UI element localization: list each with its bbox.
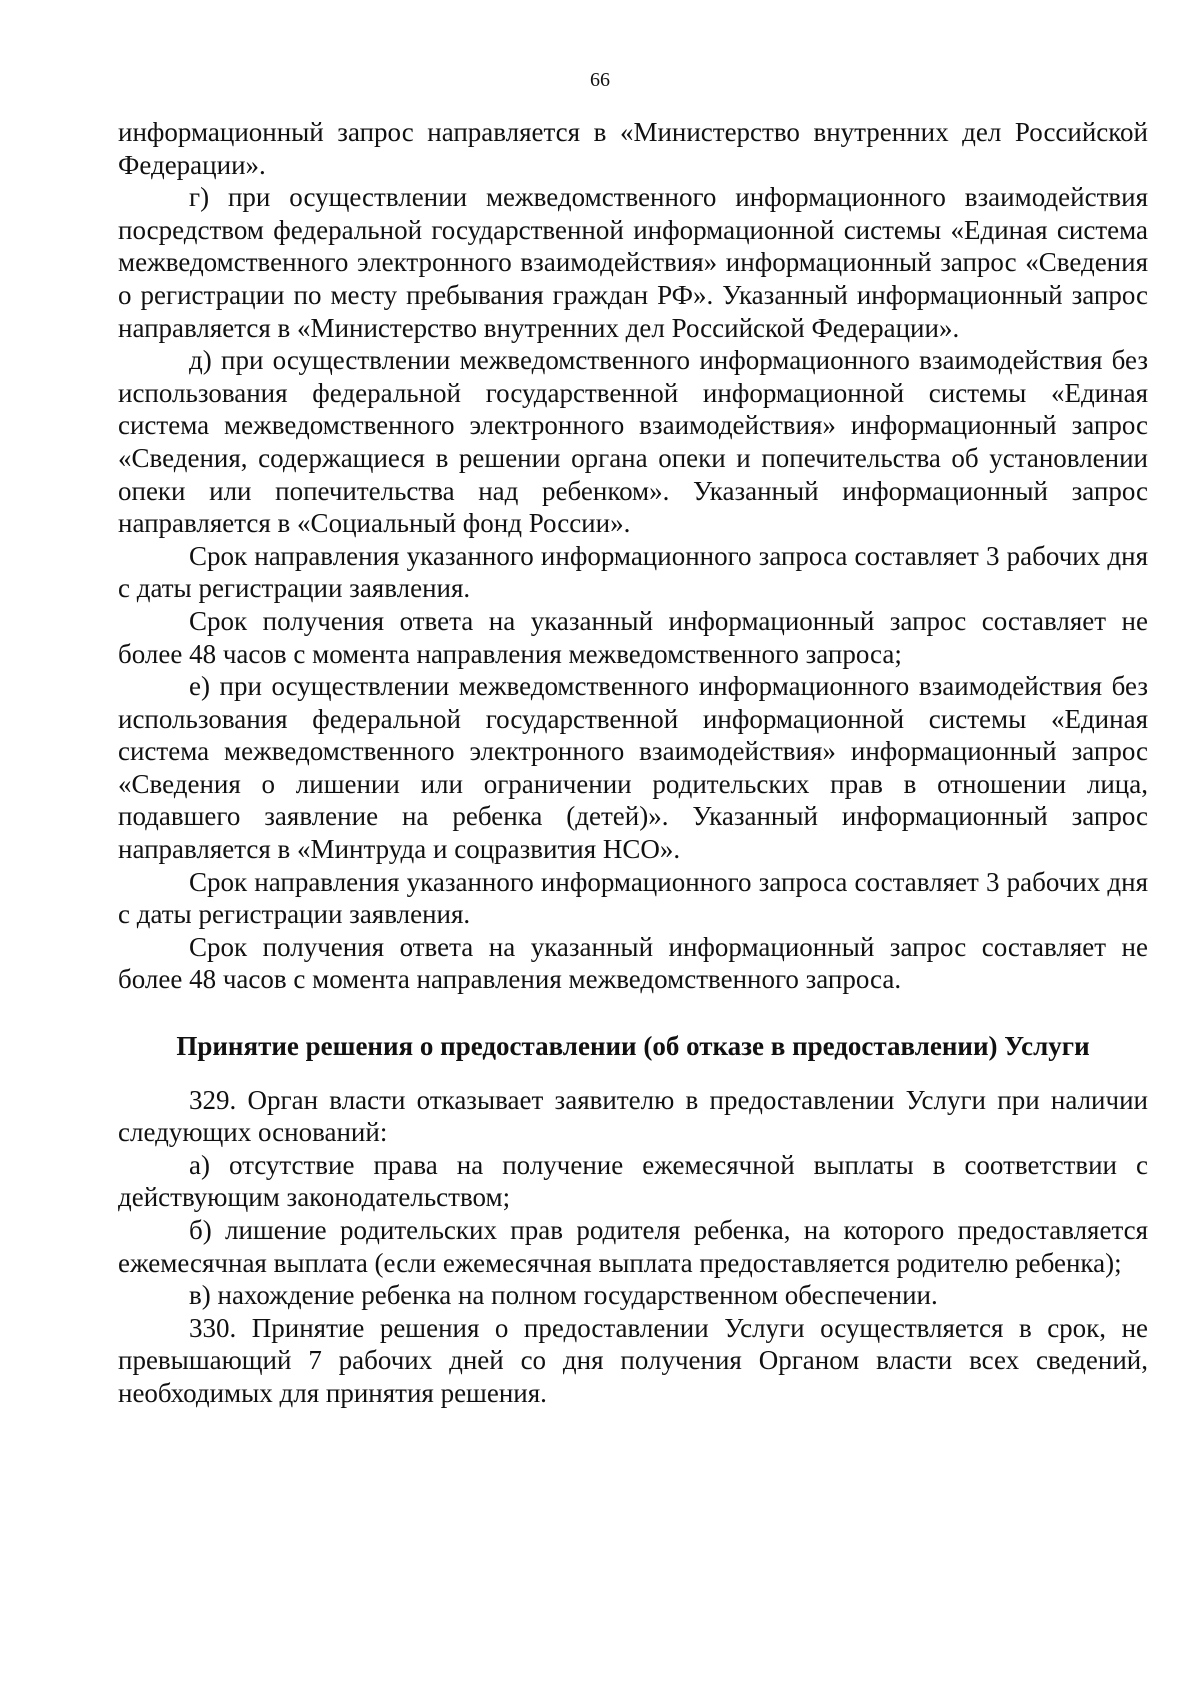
- paragraph-330: 330. Принятие решения о предоставлении Услуги осуществляется в срок, не превышающий 7 рабочих дней со дня получения Органом власти всех сведений, необходимых для принятия решения.: [118, 1312, 1148, 1408]
- paragraph-request-deadline: Срок направления указанного информационного запроса составляет 3 рабочих дня с даты регистрации заявления.: [118, 540, 1148, 604]
- section-heading: Принятие решения о предоставлении (об отказе в предоставлении) Услуги: [176, 1031, 1090, 1062]
- paragraph-329-a: а) отсутствие права на получение ежемесячной выплаты в соответствии с действующим законодательством;: [118, 1149, 1148, 1213]
- paragraph-item-e: е) при осуществлении межведомственного информационного взаимодействия без использования федеральной государственной информационной системы «Единая система межведомственного электронного взаимодействия» информационный запрос «Сведения о лишении или ограничении родительских прав в отношении лица, подавшего заявление на ребенка (детей)». Указанный информационный запрос направляется в «Минтруда и соцразвития НСО».: [118, 671, 1148, 865]
- paragraph-continuation: информационный запрос направляется в «Министерство внутренних дел Российской Федерации».: [118, 117, 1148, 180]
- paragraph-item-g: г) при осуществлении межведомственного информационного взаимодействия посредством федеральной государственной информационной системы «Единая система межведомственного электронного взаимодействия» информационный запрос «Сведения о регистрации по месту пребывания граждан РФ». Указанный информационный запрос направляется в «Министерство внутренних дел Российской Федерации».: [118, 182, 1148, 343]
- paragraph-329-b: б) лишение родительских прав родителя ребенка, на которого предоставляется ежемесячная выплата (если ежемесячная выплата предоставляется родителю ребенка);: [118, 1215, 1148, 1278]
- paragraph-response-deadline: Срок получения ответа на указанный информационный запрос составляет не более 48 часов с момента направления межведомственного запроса;: [118, 605, 1148, 669]
- paragraph-329-v: в) нахождение ребенка на полном государственном обеспечении.: [189, 1280, 938, 1311]
- page-number: 66: [590, 69, 610, 91]
- document-body: [118, 116, 1148, 1410]
- paragraph-response-deadline-2: Срок получения ответа на указанный информационный запрос составляет не более 48 часов с момента направления межведомственного запроса.: [118, 931, 1148, 995]
- paragraph-item-d: д) при осуществлении межведомственного информационного взаимодействия без использования федеральной государственной информационной системы «Единая система межведомственного электронного взаимодействия» информационный запрос «Сведения, содержащиеся в решении органа опеки и попечительства об установлении опеки или попечительства над ребенком». Указанный информационный запрос направляется в «Социальный фонд России».: [118, 345, 1148, 539]
- paragraph-329: 329. Орган власти отказывает заявителю в предоставлении Услуги при наличии следующих оснований:: [118, 1084, 1148, 1148]
- paragraph-request-deadline-2: Срок направления указанного информационного запроса составляет 3 рабочих дня с даты регистрации заявления.: [118, 866, 1148, 930]
